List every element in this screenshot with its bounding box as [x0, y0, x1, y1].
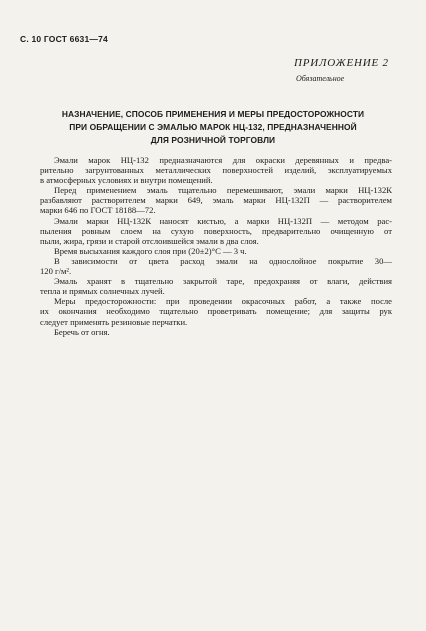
- appendix-status: Обязательное: [296, 74, 345, 83]
- appendix-title: ПРИЛОЖЕНИЕ 2: [294, 57, 389, 69]
- text-line: 120 г/м².: [40, 266, 72, 277]
- text-line: Эмаль хранят в тщательно закрытой таре, предохраняя от влаги, действия: [54, 276, 392, 287]
- paragraph-application: [40, 216, 392, 246]
- text-line: в атмосферных условиях и внутри помещений.: [40, 175, 213, 186]
- paragraph-precautions: [40, 296, 392, 326]
- text-line: тепла и прямых солнечных лучей.: [40, 286, 165, 297]
- text-line: Беречь от огня.: [54, 326, 110, 337]
- paragraph-storage: [40, 276, 392, 296]
- text-line: Эмали марок НЦ-132 предназначаются для окраски деревянных и предва-: [54, 155, 392, 165]
- text-line: марки 646 по ГОСТ 18188—72.: [40, 205, 156, 216]
- text-line: пыления ровным слоем на сухую поверхность, предварительно очищенную от: [40, 225, 392, 236]
- title-line: НАЗНАЧЕНИЕ, СПОСОБ ПРИМЕНЕНИЯ И МЕРЫ ПРЕДОСТОРОЖНОСТИ: [61, 109, 365, 119]
- text-line: их окончания необходимо тщательно проветривать помещение; для защиты рук: [40, 306, 392, 317]
- text-line: пыли, жира, грязи и старой отслоившейся эмали в два слоя.: [40, 235, 259, 246]
- text-line: Эмали марки НЦ-132К наносят кистью, а марки НЦ-132П — методом рас-: [54, 215, 392, 226]
- text-line: Меры предосторожности: при проведении окрасочных работ, а также после: [54, 296, 392, 307]
- text-line: следует применять резиновые перчатки.: [40, 316, 188, 327]
- title-line: ДЛЯ РОЗНИЧНОЙ ТОРГОВЛИ: [150, 135, 276, 145]
- text-line: Перед применением эмаль тщательно перемешивают, эмали марки НЦ-132К: [54, 185, 392, 196]
- body-text: [40, 155, 392, 337]
- paragraph-drying-time: [40, 246, 392, 256]
- page-header: С. 10 ГОСТ 6631—74: [20, 34, 108, 44]
- paragraph-purpose: [40, 155, 392, 185]
- paragraph-preparation: [40, 185, 392, 215]
- text-line: Время высыхания каждого слоя при (20±2)°С — 3 ч.: [54, 245, 247, 256]
- text-line: разбавляют растворителем марки 649, эмаль марки НЦ-132П — растворителем: [40, 195, 392, 206]
- paragraph-fire-warning: [40, 327, 392, 337]
- paragraph-consumption: [40, 256, 392, 276]
- text-line: В зависимости от цвета расход эмали на однослойное покрытие 30—: [54, 255, 392, 266]
- text-line: рительно загрунтованных металлических поверхностей изделий, эксплуатируемых: [40, 165, 392, 176]
- section-title: [28, 108, 398, 147]
- title-line: ПРИ ОБРАЩЕНИИ С ЭМАЛЬЮ МАРОК НЦ-132, ПРЕДНАЗНАЧЕННОЙ: [69, 122, 357, 132]
